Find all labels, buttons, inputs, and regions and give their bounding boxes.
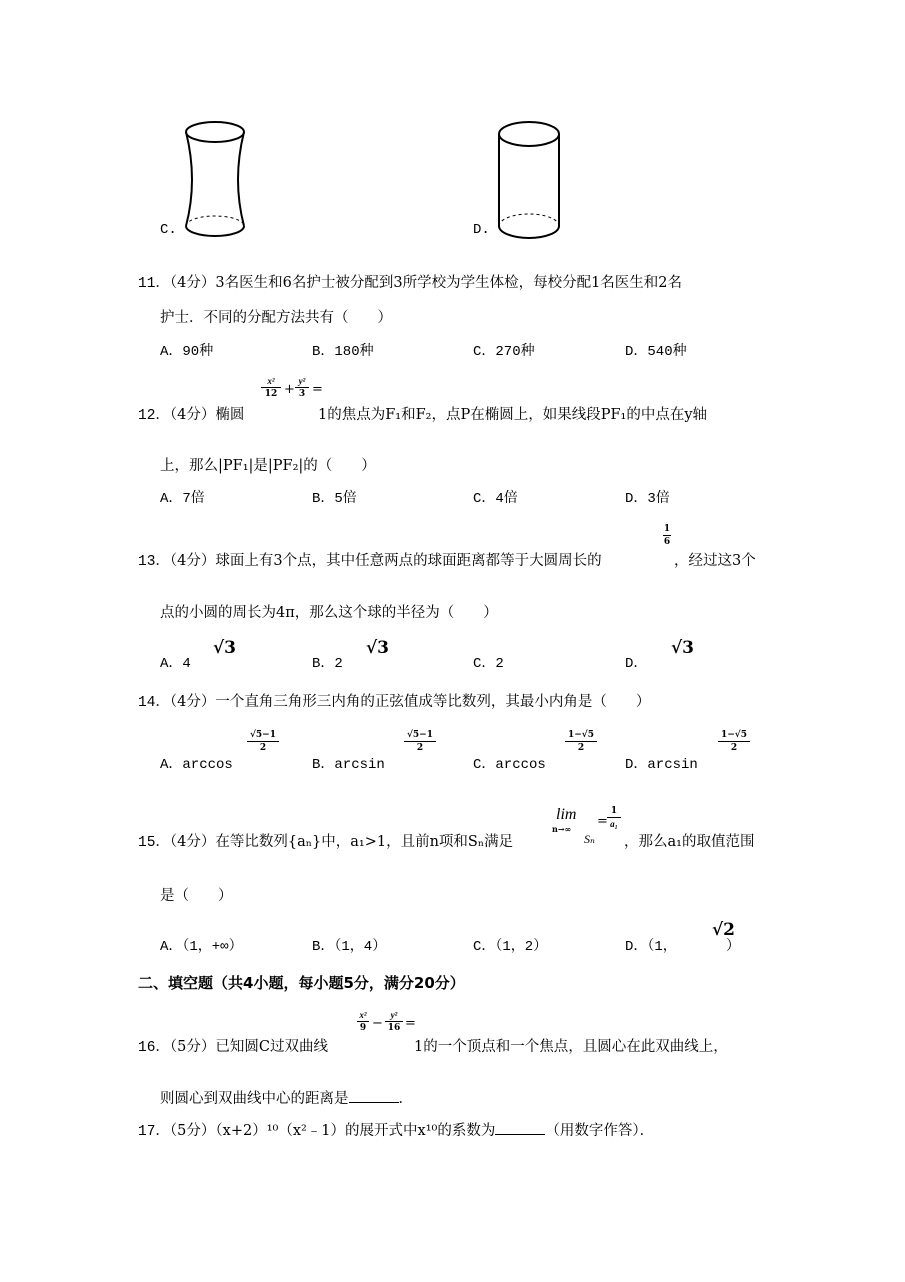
q13-option-d: D． <box>625 656 648 672</box>
question-16-line1 <box>138 1035 328 1056</box>
hyperbola-fraction-x: x² 9 <box>357 1010 369 1033</box>
ellipse-fraction-y: y² 3 <box>295 376 309 399</box>
question-13-line2: 点的小圆的周长为4π，那么这个球的半径为（ ） <box>160 605 498 621</box>
question-text: 在等比数列{aₙ}中，a₁>1，且前n项和Sₙ满足 <box>215 834 514 850</box>
question-score: （4分） <box>169 407 216 423</box>
question-12-line2: 上，那么|PF₁|是|PF₂|的（ ） <box>160 458 376 474</box>
question-17-line1 <box>138 1119 654 1140</box>
question-text: 球面上有3个点，其中任意两点的球面距离都等于大圆周长的 <box>215 553 602 569</box>
q12-option-d: D．3倍 <box>625 491 670 507</box>
question-11-line1 <box>138 271 682 292</box>
q13-option-a: A．4 <box>160 656 191 672</box>
q12-option-b: B．5倍 <box>312 491 357 507</box>
q15-option-a: A．（1，+∞） <box>160 939 243 955</box>
q11-option-d: D．540种 <box>625 344 687 360</box>
equals-sign: = <box>312 382 323 397</box>
q11-option-c: C．270种 <box>473 344 535 360</box>
question-text: 3名医生和6名护士被分配到3所学校为学生体检，每校分配1名医生和2名 <box>215 275 683 291</box>
figure-d-label: D. <box>473 222 490 238</box>
question-11-line2: 护士．不同的分配方法共有（ ） <box>160 310 392 326</box>
sqrt-3-a: √3 <box>213 638 237 658</box>
question-13-line1 <box>138 549 602 570</box>
question-number: 15． <box>138 835 170 851</box>
question-number: 16． <box>138 1040 170 1056</box>
question-16-continuation: 1的一个顶点和一个焦点，且圆心在此双曲线上， <box>414 1039 728 1055</box>
answer-blank[interactable] <box>349 1090 399 1103</box>
question-number: 13． <box>138 554 170 570</box>
q13-option-c: C．2 <box>473 656 504 672</box>
question-12-continuation: 1的焦点为F₁和F₂，点P在椭圆上，如果线段PF₁的中点在y轴 <box>318 407 708 423</box>
q14-option-c: C．arccos <box>473 757 546 773</box>
question-15-line1 <box>138 830 513 851</box>
q14-option-c-fraction: 1−√5 2 <box>565 730 597 753</box>
plus-sign: + <box>284 382 295 397</box>
question-score: （4分） <box>169 694 216 710</box>
answer-blank[interactable] <box>495 1122 545 1135</box>
question-text: 已知圆C过双曲线 <box>215 1039 328 1055</box>
question-number: 11． <box>138 276 170 292</box>
hyperbola-fraction-y: y² 16 <box>385 1010 403 1033</box>
question-15-continuation: ，那么a₁的取值范围 <box>624 834 755 850</box>
ellipse-fraction-x: x² 12 <box>261 376 281 399</box>
limit-sn: Sₙ <box>584 832 595 846</box>
question-score: （5分） <box>169 1039 216 1055</box>
sqrt-2: √2 <box>712 920 736 940</box>
q14-option-a-fraction: √5−1 2 <box>247 730 279 753</box>
q12-option-a: A．7倍 <box>160 491 205 507</box>
q12-option-c: C．4倍 <box>473 491 518 507</box>
question-text: 椭圆 <box>215 407 245 423</box>
question-12-line1 <box>138 403 244 424</box>
q11-option-a: A．90种 <box>160 344 214 360</box>
limit-symbol: lim <box>556 806 577 823</box>
question-number: 14． <box>138 695 170 711</box>
q15-option-d: D．（1， <box>625 939 677 955</box>
question-16-line2: 则圆心到双曲线中心的距离是 ． <box>160 1091 413 1107</box>
section-2-title: 二、填空题（共4小题，每小题5分，满分20分） <box>138 974 465 992</box>
figure-d-cylinder <box>494 118 566 242</box>
question-text: 一个直角三角形三内角的正弦值成等比数列，其最小内角是（ ） <box>215 694 651 710</box>
fraction-one-sixth: 1 6 <box>663 524 671 547</box>
minus-sign: − <box>372 1016 383 1031</box>
equals-sign: = <box>405 1016 416 1031</box>
sqrt-3-d: √3 <box>671 638 695 658</box>
question-score: （4分） <box>169 275 216 291</box>
question-score: （5分） <box>169 1123 216 1139</box>
question-15-line2: 是（ ） <box>160 888 233 904</box>
q15-option-b: B．（1，4） <box>312 939 387 955</box>
limit-fraction: 1 a₁ <box>607 806 621 829</box>
question-number: 17． <box>138 1124 170 1140</box>
figure-c-hyperboloid <box>180 118 252 240</box>
question-score: （4分） <box>169 834 216 850</box>
figure-c-label: C. <box>160 222 177 238</box>
question-number: 12． <box>138 408 170 424</box>
limit-subscript: n→∞ <box>552 824 572 834</box>
q13-option-b: B．2 <box>312 656 343 672</box>
question-13-continuation: ，经过这3个 <box>674 553 756 569</box>
q14-option-b-fraction: √5−1 2 <box>404 730 436 753</box>
q14-option-d-fraction: 1−√5 2 <box>718 730 750 753</box>
q14-option-b: B．arcsin <box>312 757 385 773</box>
question-14-line1 <box>138 690 650 711</box>
question-text: （x+2）¹⁰（x²﹣1）的展开式中x¹⁰的系数为 <box>215 1123 496 1139</box>
limit-equals: = <box>597 814 608 829</box>
question-score: （4分） <box>169 553 216 569</box>
q14-option-a: A．arccos <box>160 757 233 773</box>
q15-option-d-close: ） <box>726 939 740 955</box>
q14-option-d: D．arcsin <box>625 757 698 773</box>
sqrt-3-b: √3 <box>366 638 390 658</box>
q15-option-c: C．（1，2） <box>473 939 548 955</box>
q11-option-b: B．180种 <box>312 344 374 360</box>
question-text-end: （用数字作答）． <box>545 1123 655 1139</box>
